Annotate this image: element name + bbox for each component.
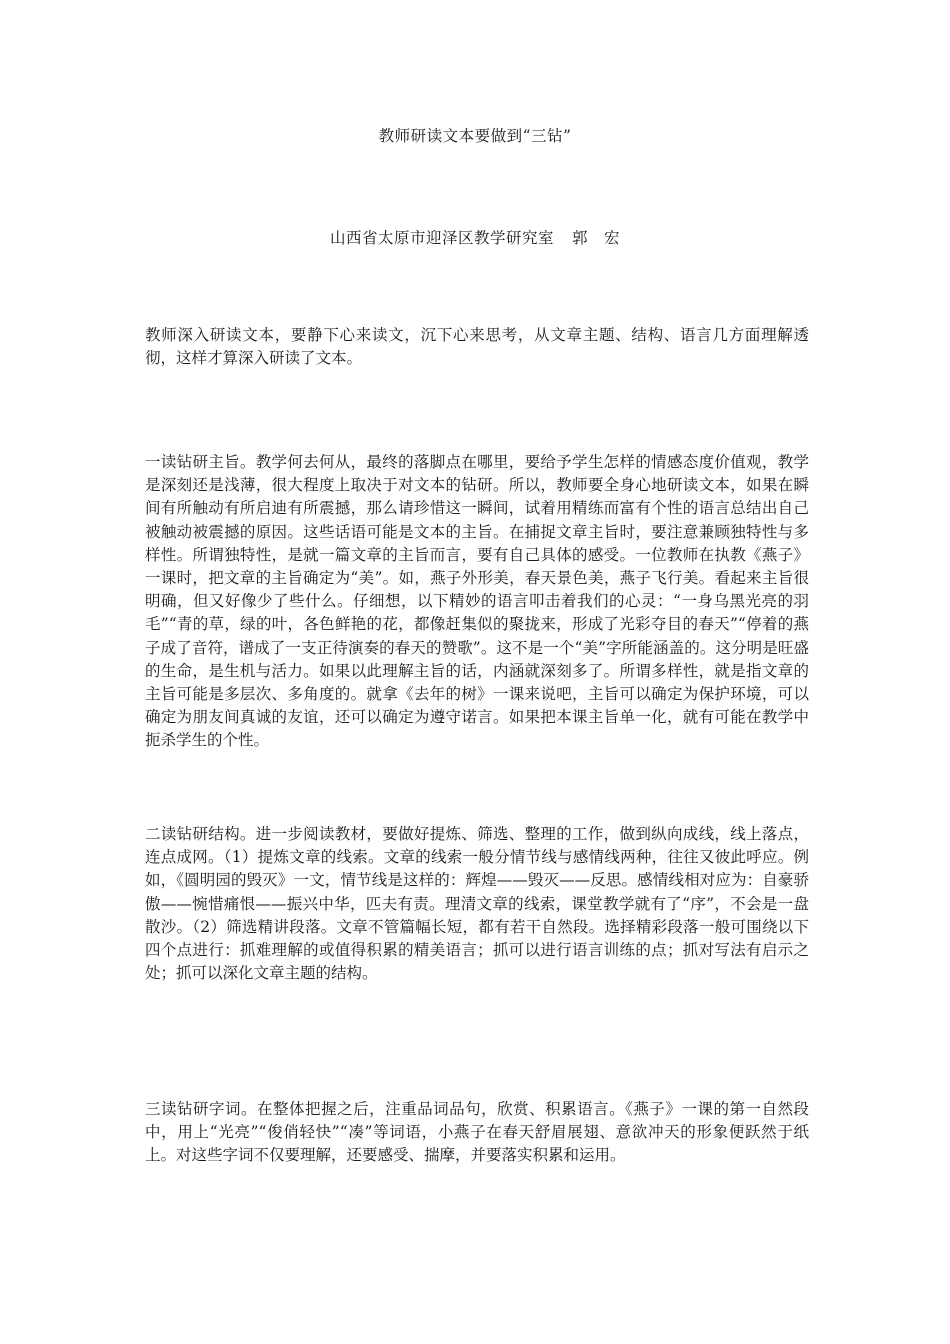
document-title: 教师研读文本要做到“三钻” [378,127,572,145]
section-one-paragraph: 一读钻研主旨。教学何去何从，最终的落脚点在哪里，要给予学生怎样的情感态度价值观，教学是深刻还是浅薄，很大程度上取决于对文本的钻研。所以，教师要全身心地研读文本，如果在瞬间有所触动有所启迪有所震撼，那么请珍惜这一瞬间，试着用精练而富有个性的语言总结出自己被触动被震撼的原因。这些话语可能是文本的主旨。在捕捉文章主旨时，要注意兼顾独特性与多样性。所谓独特性，是就一篇文章的主旨而言，要有自己具体的感受。一位教师在执教《燕子》一课时，把文章的主旨确定为“美”。如，燕子外形美，春天景色美，燕子飞行美。看起来主旨很明确，但又好像少了些什么。仔细想，以下精妙的语言叩击着我们的心灵：“一身乌黑光亮的羽毛”“青的草，绿的叶，各色鲜艳的花，都像赶集似的聚拢来，形成了光彩夺目的春天”“停着的燕子成了音符，谱成了一支正待演奏的春天的赞歌”。这不是一个“美”字所能涵盖的。这分明是旺盛的生命，是生机与活力。如果以此理解主旨的话，内涵就深刻多了。所谓多样性，就是指文章的主旨可能是多层次、多角度的。就拿《去年的树》一课来说吧，主旨可以确定为保护环境，可以确定为朋友间真诚的友谊，还可以确定为遵守诺言。如果把本课主旨单一化，就有可能在教学中扼杀学生的个性。 [145,453,809,750]
section-two-paragraph: 二读钻研结构。进一步阅读教材，要做好提炼、筛选、整理的工作，做到纵向成线，线上落点，连点成网。（1）提炼文章的线索。文章的线索一般分情节线与感情线两种，往往又彼此呼应。例如，《圆明园的毁灭》一文，情节线是这样的：辉煌——毁灭——反思。感情线相对应为：自豪骄傲——惋惜痛恨——振兴中华，匹夫有责。理清文章的线索，课堂教学就有了“序”，不会是一盘散沙。（2）筛选精讲段落。文章不管篇幅长短，都有若干自然段。选择精彩段落一般可围绕以下四个点进行：抓难理解的或值得积累的精美语言；抓可以进行语言训练的点；抓对写法有启示之处；抓可以深化文章主题的结构。 [145,825,809,983]
intro-paragraph: 教师深入研读文本，要静下心来读文，沉下心来思考，从文章主题、结构、语言几方面理解透彻，这样才算深入研读了文本。 [145,326,809,368]
author-name: 郭 宏 [572,229,621,247]
section-three-paragraph: 三读钻研字词。在整体把握之后，注重品词品句，欣赏、积累语言。《燕子》一课的第一自然段中，用上“光亮”“俊俏轻快”“凑”等词语，小燕子在春天舒眉展翅、意欲冲天的形象便跃然于纸上。对这些字词不仅要理解，还要感受、揣摩，并要落实积累和运用。 [145,1100,809,1165]
author-line [0,226,950,250]
author-organization: 山西省太原市迎泽区教学研究室 [329,229,554,247]
